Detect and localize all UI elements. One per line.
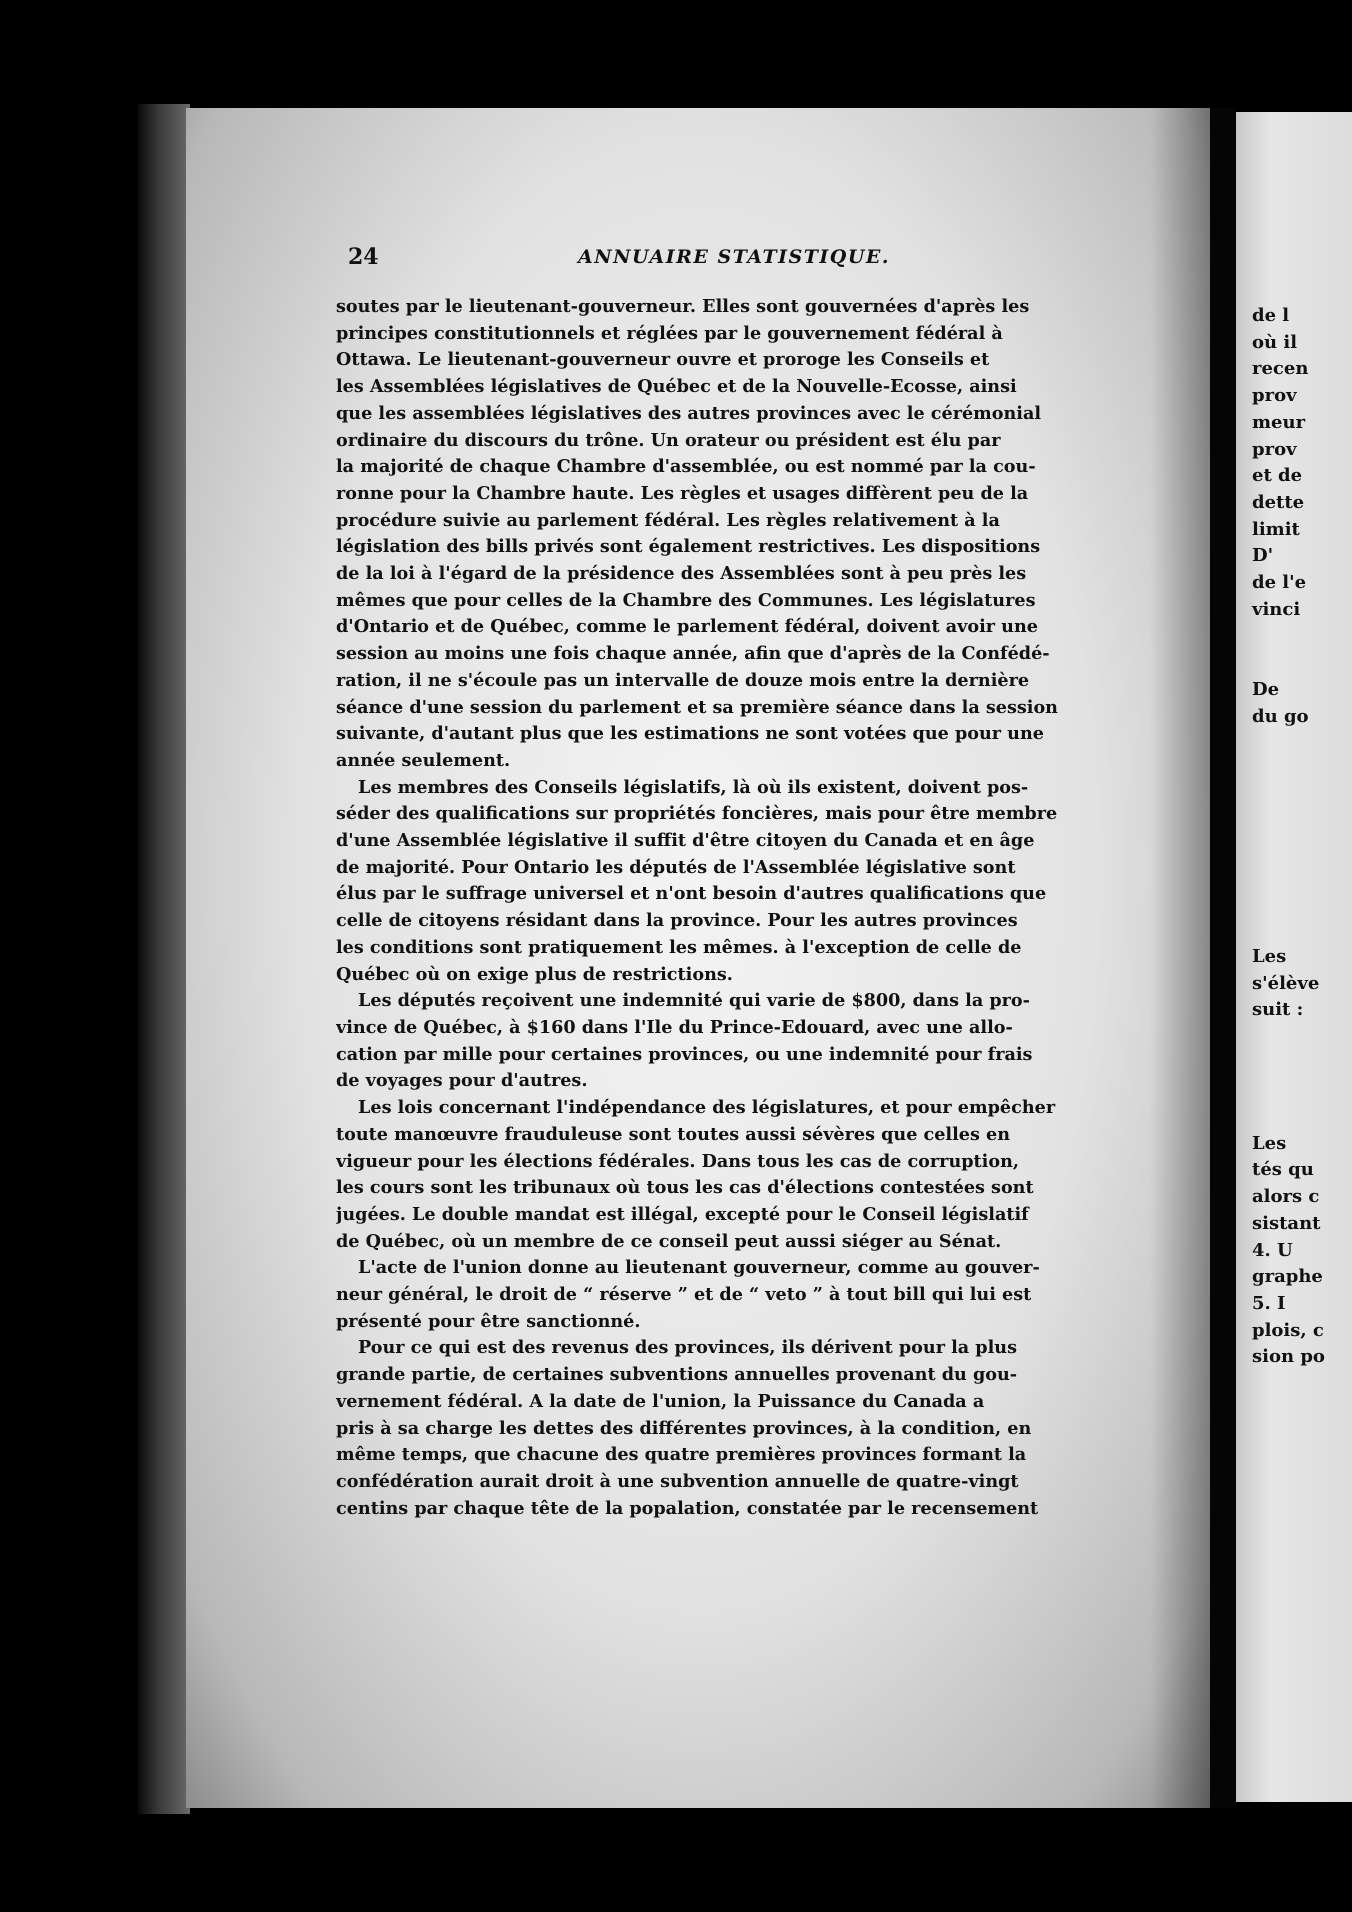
text-line: Les lois concernant l'indépendance des législatures, et pour empêcher xyxy=(358,1097,1056,1119)
text-line: les Assemblées législatives de Québec et de la Nouvelle-Ecosse, ainsi xyxy=(336,376,1017,398)
text-line: de voyages pour d'autres. xyxy=(336,1070,588,1092)
text-line: session au moins une fois chaque année, afin que d'après de la Confédé- xyxy=(336,643,1050,665)
text-line: d'une Assemblée législative il suffit d'être citoyen du Canada et en âge xyxy=(336,830,1035,852)
adjacent-text-fragment: de l xyxy=(1252,305,1290,326)
adjacent-text-fragment: tés qu xyxy=(1252,1159,1314,1181)
text-line: vernement fédéral. A la date de l'union, la Puissance du Canada a xyxy=(336,1390,985,1412)
adjacent-text-fragment: Les xyxy=(1252,1132,1287,1154)
book-binding-edge xyxy=(138,104,190,1814)
text-line: les conditions sont pratiquement les mêmes. à l'exception de celle de xyxy=(336,936,1022,958)
text-line: L'acte de l'union donne au lieutenant gouverneur, comme au gouver- xyxy=(358,1257,1040,1279)
adjacent-text-fragment: sistant xyxy=(1252,1212,1321,1234)
text-line: procédure suivie au parlement fédéral. Les règles relativement à la xyxy=(336,509,1000,531)
text-line: vigueur pour les élections fédérales. Dans tous les cas de corruption, xyxy=(336,1150,1019,1172)
text-line: Ottawa. Le lieutenant-gouverneur ouvre et proroge les Conseils et xyxy=(336,349,990,371)
text-line: suivante, d'autant plus que les estimations ne sont votées que pour une xyxy=(336,723,1044,745)
adjacent-text-fragment: D' xyxy=(1252,545,1274,567)
text-line: principes constitutionnels et réglées par le gouvernement fédéral à xyxy=(336,322,1003,344)
text-line: neur général, le droit de “ réserve ” et de “ veto ” à tout bill qui lui est xyxy=(336,1284,1032,1306)
text-line: mêmes que pour celles de la Chambre des Communes. Les législatures xyxy=(336,589,1036,611)
adjacent-text-fragment: prov xyxy=(1252,438,1297,460)
text-line: confédération aurait droit à une subvention annuelle de quatre-vingt xyxy=(336,1470,1019,1492)
text-line: Les députés reçoivent une indemnité qui varie de $800, dans la pro- xyxy=(358,990,1030,1012)
text-line: la majorité de chaque Chambre d'assemblée, ou est nommé par la cou- xyxy=(336,456,1036,478)
text-line: même temps, que chacune des quatre premières provinces formant la xyxy=(336,1444,1027,1466)
adjacent-text-fragment: meur xyxy=(1252,411,1306,433)
adjacent-text-fragment: alors c xyxy=(1252,1186,1320,1208)
text-line: ronne pour la Chambre haute. Les règles et usages diffèrent peu de la xyxy=(336,482,1029,504)
text-line: séder des qualifications sur propriétés foncières, mais pour être membre xyxy=(336,803,1058,825)
text-line: ordinaire du discours du trône. Un orateur ou président est élu par xyxy=(336,429,1001,451)
text-line: celle de citoyens résidant dans la province. Pour les autres provinces xyxy=(336,910,1018,932)
adjacent-text-fragment: du go xyxy=(1252,705,1309,727)
text-line: ration, il ne s'écoule pas un intervalle de douze mois entre la dernière xyxy=(336,669,1030,691)
text-line: que les assemblées législatives des autres provinces avec le cérémonial xyxy=(336,402,1042,424)
text-line: législation des bills privés sont également restrictives. Les dispositions xyxy=(336,536,1041,558)
adjacent-page xyxy=(1236,112,1352,1802)
text-line: d'Ontario et de Québec, comme le parlement fédéral, doivent avoir une xyxy=(336,616,1038,638)
text-line: séance d'une session du parlement et sa première séance dans la session xyxy=(336,696,1058,718)
adjacent-text-fragment: 5. I xyxy=(1252,1292,1286,1314)
adjacent-text-fragment: Les xyxy=(1252,945,1287,967)
text-line: de Québec, où un membre de ce conseil peut aussi siéger au Sénat. xyxy=(336,1230,1002,1252)
page-shadow xyxy=(1150,108,1210,1808)
adjacent-text-fragment: prov xyxy=(1252,385,1297,407)
page-gutter xyxy=(1210,108,1236,1808)
text-line: jugées. Le double mandat est illégal, excepté pour le Conseil législatif xyxy=(336,1203,1029,1225)
text-line: année seulement. xyxy=(336,749,511,771)
text-line: cation par mille pour certaines provinces, ou une indemnité pour frais xyxy=(336,1043,1033,1065)
text-line: pris à sa charge les dettes des différentes provinces, à la condition, en xyxy=(336,1417,1032,1439)
adjacent-text-fragment: graphe xyxy=(1252,1266,1323,1288)
text-line: centins par chaque tête de la popalation, constatée par le recensement xyxy=(336,1497,1039,1519)
adjacent-text-fragment: s'élève xyxy=(1252,972,1320,994)
adjacent-text-fragment: vinci xyxy=(1252,598,1301,620)
text-line: élus par le suffrage universel et n'ont besoin d'autres qualifications que xyxy=(336,883,1047,905)
text-line: les cours sont les tribunaux où tous les cas d'élections contestées sont xyxy=(336,1177,1034,1199)
text-line: Les membres des Conseils législatifs, là où ils existent, doivent pos- xyxy=(358,776,1029,798)
scanned-page xyxy=(186,108,1210,1808)
text-line: Pour ce qui est des revenus des provinces, ils dérivent pour la plus xyxy=(358,1337,1017,1359)
adjacent-text-fragment: suit : xyxy=(1252,999,1304,1021)
page-number: 24 xyxy=(348,244,379,270)
adjacent-text-fragment: limit xyxy=(1252,518,1300,540)
adjacent-text-fragment: recen xyxy=(1252,358,1309,380)
adjacent-text-fragment: dette xyxy=(1252,491,1305,513)
text-line: de la loi à l'égard de la présidence des Assemblées sont à peu près les xyxy=(336,563,1027,585)
adjacent-text-fragment: où il xyxy=(1252,331,1298,353)
body-text xyxy=(336,294,1126,1522)
adjacent-text-fragment: De xyxy=(1252,678,1280,700)
running-head: ANNUAIRE STATISTIQUE. xyxy=(578,246,890,268)
text-line: vince de Québec, à $160 dans l'Ile du Prince-Edouard, avec une allo- xyxy=(336,1016,1013,1038)
adjacent-text-fragment: plois, c xyxy=(1252,1319,1324,1341)
text-line: présenté pour être sanctionné. xyxy=(336,1310,641,1332)
adjacent-text-fragment: de l'e xyxy=(1252,572,1307,593)
adjacent-text-fragment: et de xyxy=(1252,465,1303,487)
adjacent-text-fragment: sion po xyxy=(1252,1346,1325,1368)
text-line: de majorité. Pour Ontario les députés de l'Assemblée législative sont xyxy=(336,856,1016,878)
text-line: soutes par le lieutenant-gouverneur. Elles sont gouvernées d'après les xyxy=(336,296,1030,317)
text-line: grande partie, de certaines subventions annuelles provenant du gou- xyxy=(336,1364,1018,1386)
adjacent-text-fragment: 4. U xyxy=(1252,1239,1293,1261)
text-line: Québec où on exige plus de restrictions. xyxy=(336,963,733,985)
page-header xyxy=(348,244,1158,280)
text-line: toute manœuvre frauduleuse sont toutes aussi sévères que celles en xyxy=(336,1123,1011,1145)
